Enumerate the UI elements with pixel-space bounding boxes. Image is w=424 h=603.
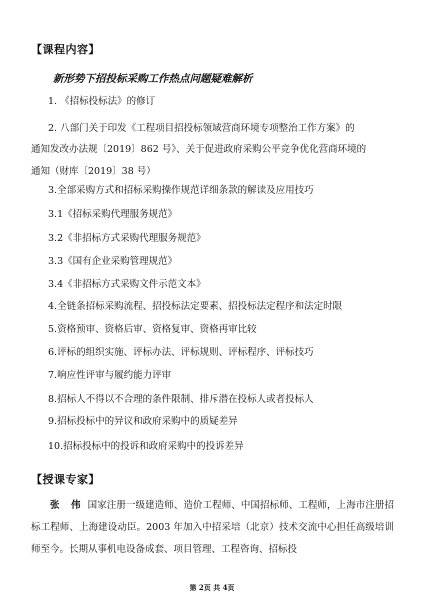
list-item: 7.响应性评审与履约能力评审 [48,370,172,381]
list-item-continuation: 通知（财库〔2019〕38 号） [31,166,156,177]
list-item: 3.2《非招标方式采购代理服务规范》 [48,233,206,244]
expert-bio-text: 国家注册一级建造师、造价工程师、中国招标师、工程师，上海市注册招标工程师、上海建设动臣。2003 年加入中招采培（北京）技术交流中心担任高级培训师至今。长期从事机电设备成套、项目管理、工程咨询、招标投 [31,500,394,555]
list-item-continuation: 通知发改办法规〔2019〕862 号》、关于促进政府采购公平竞争优化营商环境的 [31,144,367,155]
list-item: 3.1《招标采购代理服务规范》 [48,209,178,220]
course-content-heading: 【课程内容】 [31,43,100,56]
course-title: 新形势下招投标采购工作热点问题疑难解析 [53,73,253,85]
list-item: 10.招标投标中的投诉和政府采购中的投诉差异 [48,441,244,452]
expert-heading: 【授课专家】 [31,473,100,486]
list-item: 8.招标人不得以不合理的条件限制、排斥潜在投标人或者投标人 [48,394,314,405]
list-item: 3.4《非招标方式采购文件示范文本》 [48,279,206,290]
list-item: 5.资格预审、资格后审、资格复审、资格再审比较 [48,324,257,335]
list-item: 3.3《国有企业采购管理规范》 [48,256,178,267]
expert-bio [31,495,394,561]
list-item: 2. 八部门关于印发《工程项目招投标领域营商环境专项整治工作方案》的 [48,123,355,134]
list-item: 6.评标的组织实施、评标办法、评标规则、评标程序、评标技巧 [48,347,314,358]
page-footer: 第 2页 共 4页 [189,583,235,592]
expert-name: 张 伟 [50,500,85,511]
list-item: 4.全链条招标采购流程、招投标法定要素、招投标法定程序和法定时限 [48,301,343,312]
list-item: 3.全部采购方式和招标采购操作规范详细条款的解读及应用技巧 [48,185,314,196]
list-item: 1. 《招标投标法》的修订 [48,96,156,107]
list-item: 9.招标投标中的异议和政府采购中的质疑差异 [48,416,238,427]
